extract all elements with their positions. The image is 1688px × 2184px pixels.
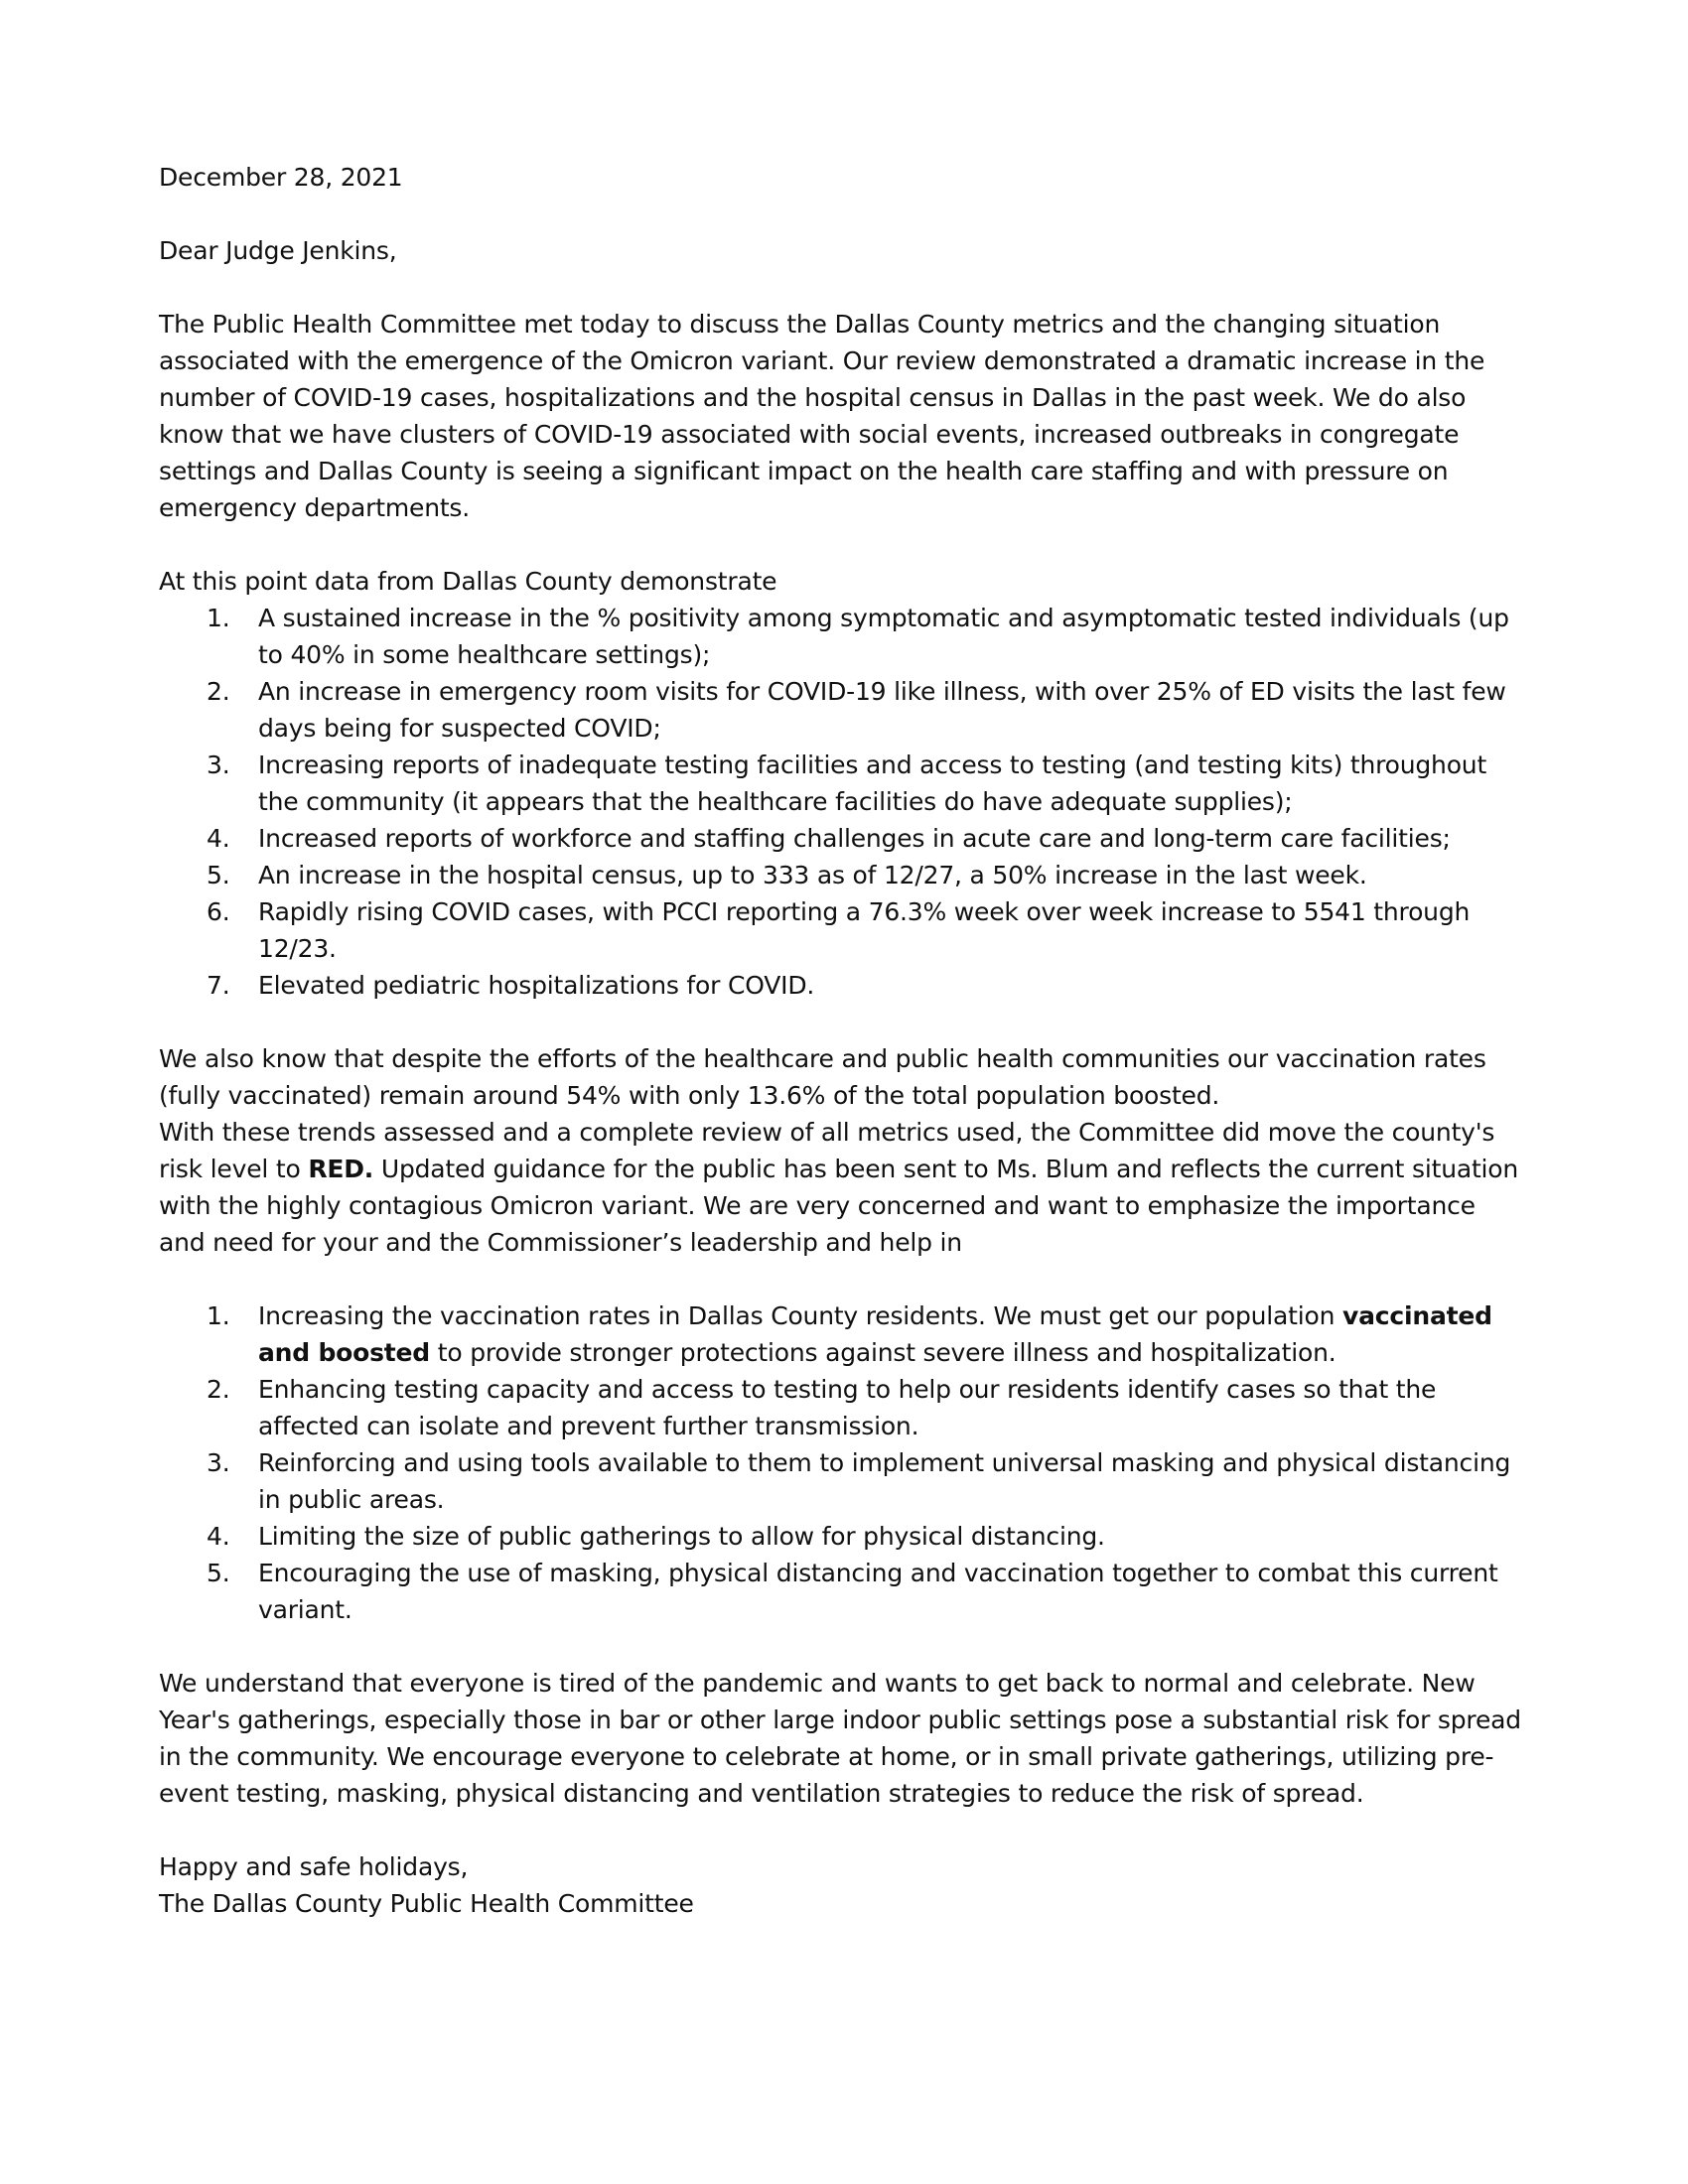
list-item-text: Increased reports of workforce and staffing challenges in acute care and long-term care facilities; [258,824,1451,853]
closing-paragraph: We understand that everyone is tired of the pandemic and wants to get back to normal and celebrate. New Year's gatherings, especially those in bar or other large indoor public settings pose a substantial risk for spread in the community. We encourage everyone to celebrate at home, or in small private gatherings, utilizing pre-event testing, masking, physical distancing and ventilation strategies to reduce the risk of spread. [159,1669,1521,1808]
spacer [159,269,1529,306]
list-number: 2. [207,677,230,706]
list-item-text: An increase in emergency room visits for COVID-19 like illness, with over 25% of ED visits the last few days being for suspected COVID; [258,677,1506,743]
salutation: Dear Judge Jenkins, [159,236,397,265]
spacer [159,1628,1529,1665]
data-points-list [159,600,1529,1004]
spacer [159,526,1529,563]
list-item-text: An increase in the hospital census, up to 333 as of 12/27, a 50% increase in the last week. [258,861,1367,889]
spacer [159,1812,1529,1848]
list-item [159,967,1529,1004]
list-item [159,820,1529,857]
list-item [159,1297,1529,1371]
list-item-text: Increasing reports of inadequate testing facilities and access to testing (and testing kits) throughout the community (it appears that the healthcare facilities do have adequate supplies); [258,751,1487,816]
list-number: 2. [207,1375,230,1404]
list-item-text: A sustained increase in the % positivity among symptomatic and asymptomatic tested individuals (up to 40% in some healthcare settings); [258,604,1509,669]
list-item [159,1371,1529,1444]
list-number: 1. [207,604,230,632]
signature: The Dallas County Public Health Committee [159,1889,694,1918]
list-number: 4. [207,1522,230,1551]
list-item-text: Encouraging the use of masking, physical distancing and vaccination together to combat this current variant. [258,1559,1498,1624]
list-item [159,747,1529,820]
list-item [159,1555,1529,1628]
list-item [159,893,1529,967]
list-number: 5. [207,1559,230,1587]
data-intro: At this point data from Dallas County demonstrate [159,567,777,596]
list-item [159,1444,1529,1518]
list-item-text: Elevated pediatric hospitalizations for COVID. [258,971,815,1000]
list-item-text: Enhancing testing capacity and access to testing to help our residents identify cases so that the affected can isolate and prevent further transmission. [258,1375,1437,1440]
list-item-text: Rapidly rising COVID cases, with PCCI reporting a 76.3% week over week increase to 5541 through 12/23. [258,897,1471,963]
risk-text-before: With these trends assessed and a complete review of all metrics used, the Committee did move the county's risk level to [159,1118,1495,1183]
list-item [159,673,1529,747]
list-item-text-after: to provide stronger protections against severe illness and hospitalization. [430,1338,1336,1367]
signoff: Happy and safe holidays, [159,1852,469,1881]
list-item-text: Increasing the vaccination rates in Dallas County residents. We must get our population [258,1301,1342,1330]
list-number: 1. [207,1301,230,1330]
spacer [159,1004,1529,1040]
list-item [159,857,1529,893]
spacer [159,196,1529,232]
list-item-bold-text: vaccinated and boosted [258,1301,1492,1367]
list-item-text: Limiting the size of public gatherings to allow for physical distancing. [258,1522,1105,1551]
list-number: 3. [207,1448,230,1477]
list-number: 4. [207,824,230,853]
risk-text-after: Updated guidance for the public has been sent to Ms. Blum and reflects the current situation with the highly contagious Omicron variant. We are very concerned and want to emphasize the importance and need for your and the Commissioner’s leadership and help in [159,1155,1519,1257]
list-number: 3. [207,751,230,779]
letter-date: December 28, 2021 [159,163,403,192]
requests-list [159,1297,1529,1628]
intro-paragraph: The Public Health Committee met today to discuss the Dallas County metrics and the changing situation associated with the emergence of the Omicron variant. Our review demonstrated a dramatic increase in the number of COVID-19 cases, hospitalizations and the hospital census in Dallas in the past week. We do also know that we have clusters of COVID-19 associated with social events, increased outbreaks in congregate settings and Dallas County is seeing a significant impact on the health care staffing and with pressure on emergency departments. [159,310,1485,522]
letter [159,159,1529,1922]
risk-level: RED. [308,1155,374,1183]
list-number: 6. [207,897,230,926]
list-number: 5. [207,861,230,889]
vaccination-rates-line: We also know that despite the efforts of the healthcare and public health communities our vaccination rates (fully vaccinated) remain around 54% with only 13.6% of the total population boosted. [159,1044,1486,1110]
spacer [159,1261,1529,1297]
list-item [159,600,1529,673]
list-item-text: Reinforcing and using tools available to them to implement universal masking and physical distancing in public areas. [258,1448,1511,1514]
risk-level-paragraph [159,1114,1529,1261]
list-item [159,1518,1529,1555]
list-number: 7. [207,971,230,1000]
